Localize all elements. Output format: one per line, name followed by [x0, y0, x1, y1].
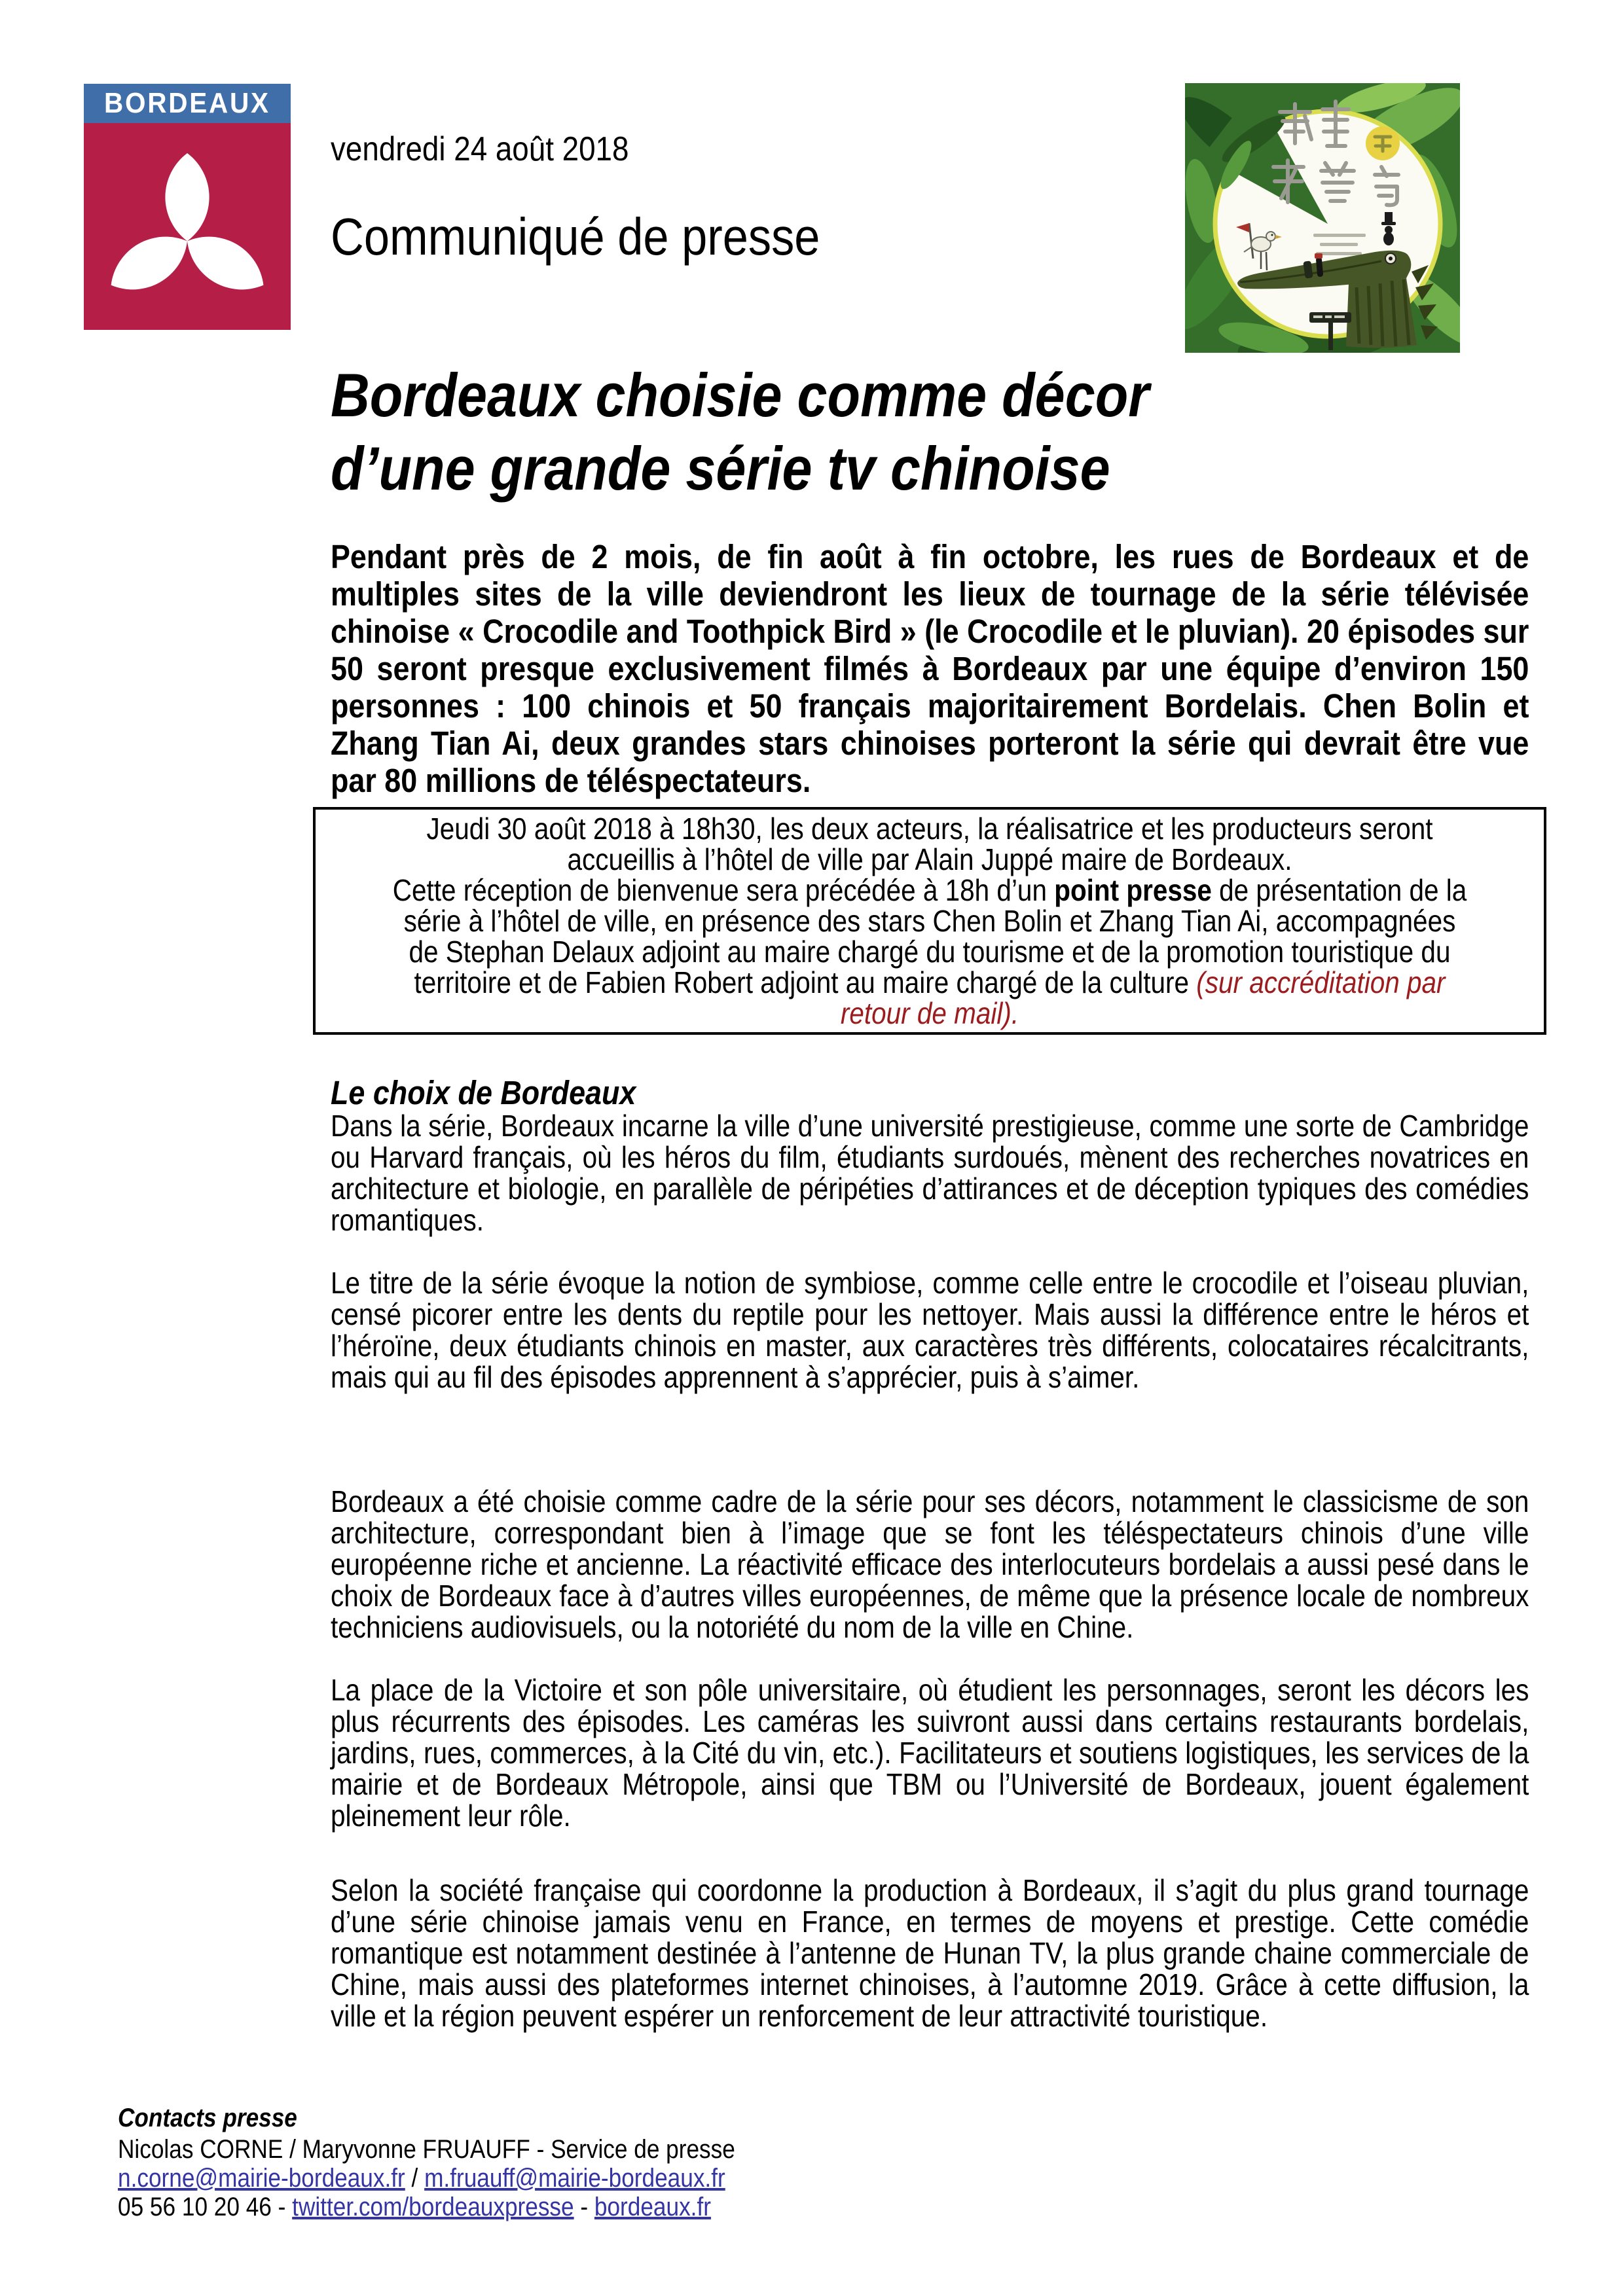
- series-poster-image: [1185, 83, 1460, 353]
- logo-trefoil-icon: [96, 135, 279, 318]
- date-text: vendredi 24 août 2018: [331, 130, 629, 168]
- text-run: Cette réception de bienvenue sera précédée à 18h d’un: [392, 872, 1055, 907]
- footer-contact-names: Nicolas CORNE / Maryvonne FRUAUFF - Service de presse: [118, 2135, 735, 2164]
- footer-phone-links: [118, 2193, 711, 2222]
- body-paragraph-5: Selon la société française qui coordonne la production à Bordeaux, il s’agit du plus grand tournage d’une série chinoise jamais venu en France, en termes de moyens et prestige. Cette comédie romantique est notamment destinée à l’antenne de Hunan TV, la plus grande chaine commerciale de Chine, mais aussi des plateformes internet chinoises, à l’automne 2019. Grâce à cette diffusion, la ville et la région peuvent espérer un renforcement de leur attractivité touristique.: [331, 1873, 1529, 2033]
- headline-line1: Bordeaux choisie comme décor: [331, 361, 1150, 429]
- text-run: /: [405, 2164, 425, 2193]
- text-run: 05 56 10 20 46 -: [118, 2193, 293, 2221]
- twitter-link[interactable]: twitter.com/bordeauxpresse: [292, 2193, 574, 2221]
- invitation-text: [390, 811, 1470, 1030]
- poster-illustration: [1185, 83, 1460, 353]
- section-heading: Le choix de Bordeaux: [331, 1074, 636, 1111]
- text-run: (sur accréditation par retour de mail).: [840, 965, 1446, 1030]
- headline-line2: d’une grande série tv chinoise: [331, 434, 1110, 503]
- doc-type-title: Communiqué de presse: [331, 207, 820, 266]
- text-run: -: [574, 2193, 594, 2221]
- invitation-box: [313, 807, 1546, 1035]
- body-paragraph-4: La place de la Victoire et son pôle universitaire, où étudient les personnages, seront les décors les plus récurrents des épisodes. Les caméras les suivront aussi dans certains restaurants bordelais, jardins, rues, commerces, à la Cité du vin, etc.). Facilitateurs et soutiens logistiques, les services de la mairie et de Bordeaux Métropole, ainsi que TBM ou l’Université de Bordeaux, jouent également pleinement leur rôle.: [331, 1673, 1529, 1833]
- yellow-seal: [1366, 126, 1400, 160]
- logo-wordmark: BORDEAUX: [104, 87, 270, 119]
- email-link-mfruauff[interactable]: m.fruauff@mairie-bordeaux.fr: [424, 2164, 725, 2193]
- text-run: de présentation de la série à l’hôtel de ville, en présence des stars Chen Bolin et Zhang Tian Ai, accompagnées de Stephan Delaux adjoint au maire chargé du tourisme et de la promotion touristique du territoire et de Fabien Robert adjoint au maire chargé de la culture: [403, 872, 1467, 999]
- text-run: Jeudi 30 août 2018 à 18h30, les deux acteurs, la réalisatrice et les producteurs seront accueillis à l’hôtel de ville par Alain Juppé maire de Bordeaux.: [426, 811, 1433, 876]
- headline: [331, 359, 1149, 505]
- footer-emails: [118, 2164, 725, 2193]
- body-paragraph-3: Bordeaux a été choisie comme cadre de la série pour ses décors, notamment le classicisme de son architecture, correspondant bien à l’image que se font les téléspectateurs chinois d’une ville européenne riche et ancienne. La réactivité efficace des interlocuteurs bordelais a aussi pesé dans le choix de Bordeaux face à d’autres villes européennes, de même que la présence locale de nombreux techniciens audiovisuels, ou la notoriété du nom de la ville en Chine.: [331, 1484, 1529, 1644]
- logo-blue-band: [84, 84, 291, 123]
- intro-paragraph: Pendant près de 2 mois, de fin août à fin octobre, les rues de Bordeaux et de multiples sites de la ville deviendront les lieux de tournage de la série télévisée chinoise « Crocodile and Toothpick Bird » (le Crocodile et le pluvian). 20 épisodes sur 50 seront presque exclusivement filmés à Bordeaux par une équipe d’environ 150 personnes : 100 chinois et 50 français majoritairement Bordelais. Chen Bolin et Zhang Tian Ai, deux grandes stars chinoises porteront la série qui devrait être vue par 80 millions de téléspectateurs.: [331, 538, 1529, 799]
- body-paragraph-1: Dans la série, Bordeaux incarne la ville d’une université prestigieuse, comme une sorte de Cambridge ou Harvard français, où les héros du film, étudiants surdoués, mènent des recherches novatrices en architecture et biologie, en parallèle de péripéties d’attirances et de déception typiques des comédies romantiques.: [331, 1109, 1529, 1237]
- website-link[interactable]: bordeaux.fr: [594, 2193, 711, 2221]
- text-run: point presse: [1054, 872, 1212, 907]
- footer-heading: Contacts presse: [118, 2104, 297, 2132]
- body-paragraph-2: Le titre de la série évoque la notion de symbiose, comme celle entre le crocodile et l’oiseau pluvian, censé picorer entre les dents du reptile pour les nettoyer. Mais aussi la différence entre le héros et l’héroïne, deux étudiants chinois en master, aux caractères très différents, colocataires récalcitrants, mais qui au fil des épisodes apprennent à s’apprécier, puis à s’aimer.: [331, 1266, 1529, 1394]
- email-link-ncorne[interactable]: n.corne@mairie-bordeaux.fr: [118, 2164, 405, 2193]
- bordeaux-logo: [84, 84, 291, 330]
- logo-red-square: [84, 123, 291, 330]
